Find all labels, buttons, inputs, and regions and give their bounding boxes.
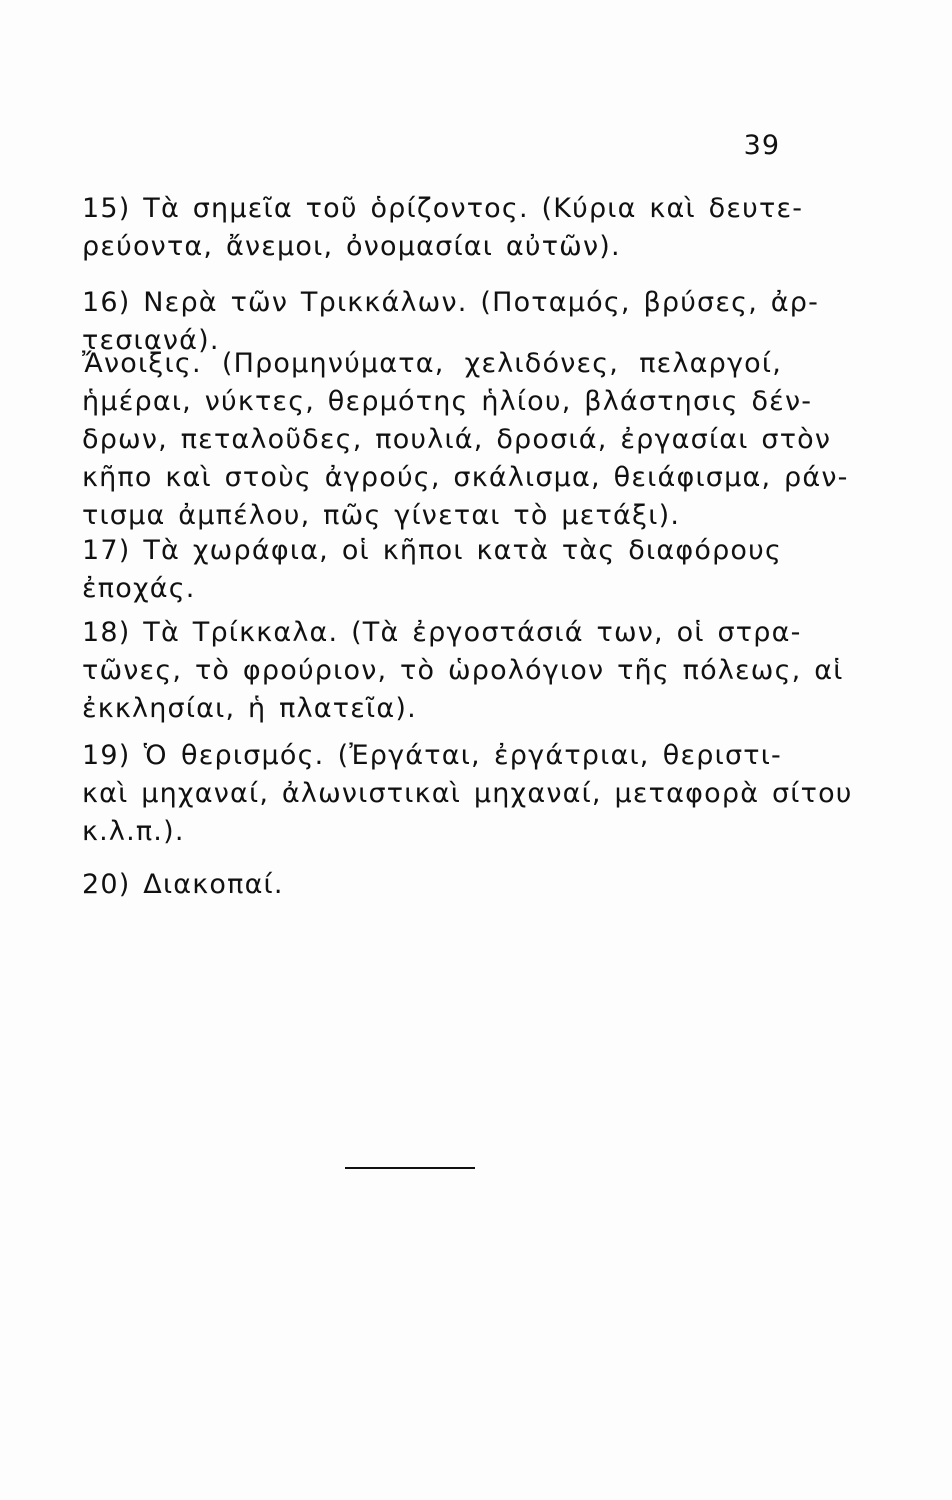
spring-line-5: τισμα ἀμπέλου, πῶς γίνεται τὸ μετάξι). [82,500,681,531]
item-18-line-1: 18) Τὰ Τρίκκαλα. (Τὰ ἐργοστάσιά των, οἱ στρα- [82,617,802,648]
item-17-fields-gardens [82,532,782,608]
spring-line-1: Ἄνοιξις. (Προμηνύματα, χελιδόνες, πελαργοί, [82,348,782,379]
spring-line-4: κῆπο καὶ στοὺς ἀγρούς, σκάλισμα, θειάφισμα, ράν- [82,462,849,493]
item-20-line-1: 20) Διακοπαί. [82,869,284,900]
item-17-line-2: ἐποχάς. [82,573,196,604]
spring-line-2: ἡμέραι, νύκτες, θερμότης ἡλίου, βλάστησις δέν- [82,386,813,417]
page-number: 39 [743,130,780,161]
item-19-harvest [82,737,853,851]
item-15-line-1: 15) Τὰ σημεῖα τοῦ ὁρίζοντος. (Κύρια καὶ δευτε- [82,193,804,224]
item-15-horizon-points [82,190,804,266]
item-20-holidays [82,866,782,904]
item-16-line-2: τεσιανά). [82,325,220,356]
item-19-line-1: 19) Ὁ θερισμός. (Ἐργάται, ἐργάτριαι, θεριστι- [82,740,782,771]
item-17-line-1: 17) Τὰ χωράφια, οἱ κῆποι κατὰ τὰς διαφόρους [82,535,782,566]
item-18-trikala-city [82,614,844,728]
item-18-line-2: τῶνες, τὸ φρούριον, τὸ ὡρολόγιον τῆς πόλεως, αἱ [82,655,844,686]
item-18-line-3: ἐκκλησίαι, ἡ πλατεῖα). [82,693,417,724]
end-rule-divider [345,1167,475,1169]
item-19-line-3: κ.λ.π.). [82,816,185,847]
item-spring [82,345,849,535]
spring-line-3: δρων, πεταλοῦδες, πουλιά, δροσιά, ἐργασίαι στὸν [82,424,832,455]
item-16-line-1: 16) Νερὰ τῶν Τρικκάλων. (Ποταμός, βρύσες, ἀρ- [82,287,820,318]
item-15-line-2: ρεύοντα, ἄνεμοι, ὀνομασίαι αὐτῶν). [82,231,621,262]
item-19-line-2: καὶ μηχαναί, ἀλωνιστικαὶ μηχαναί, μεταφορὰ σίτου [82,778,853,809]
